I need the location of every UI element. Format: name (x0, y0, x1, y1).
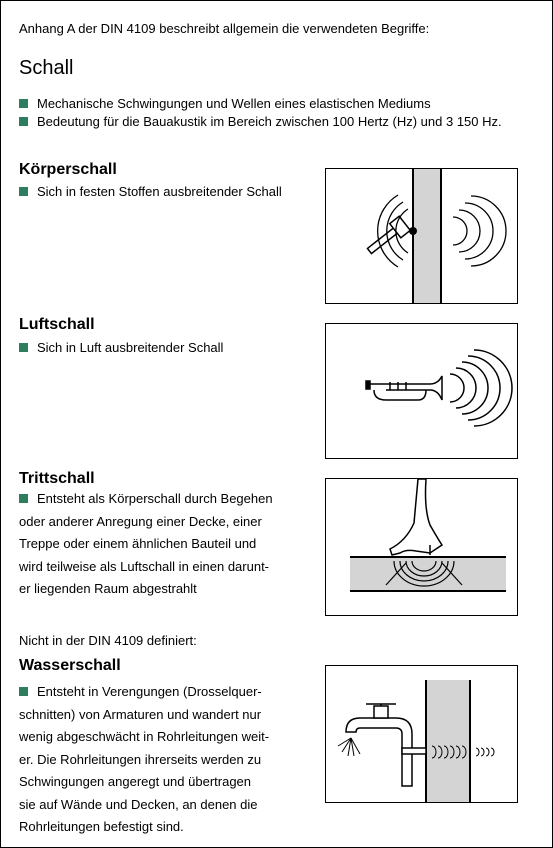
figure-luftschall (325, 323, 518, 459)
main-bullet-1: Mechanische Schwingungen und Wellen eines elastischen Mediums (19, 95, 431, 113)
section-title-trittschall: Trittschall (19, 470, 95, 487)
section-title-wasserschall: Wasserschall (19, 657, 121, 674)
note-text: Nicht in der DIN 4109 definiert: (19, 633, 197, 648)
high-heel-shoe-icon (390, 479, 442, 555)
figure-trittschall (325, 478, 518, 616)
figure-koerperschall (325, 168, 518, 304)
main-heading: Schall (19, 57, 74, 79)
section-text-wasserschall: Entsteht in Verengungen (Drosselquer- schnitten) von Armaturen und wandert nur wenig abgeschwächt in Rohrleitungen weit- er. Die Rohrleitungen ihrerseits werden zu Schwingungen angeregt und übertragen sie auf Wände und Decken, an denen die Rohrleitungen befestigt sind. (19, 684, 270, 834)
bullet-square-icon (19, 494, 28, 503)
section-text-koerperschall: Sich in festen Stoffen ausbreitender Schall (19, 181, 282, 204)
main-bullet-2: Bedeutung für die Bauakustik im Bereich zwischen 100 Hertz (Hz) und 3 150 Hz. (19, 113, 502, 131)
water-tap-icon (346, 704, 426, 786)
section-title-luftschall: Luftschall (19, 316, 95, 333)
bullet-square-icon (19, 117, 28, 126)
figure-wasserschall (325, 665, 518, 803)
trumpet-icon (366, 350, 512, 426)
bullet-square-icon (19, 343, 28, 352)
section-text-trittschall: Entsteht als Körperschall durch Begehen oder anderer Anregung einer Decke, einer Treppe oder einem ähnlichen Bauteil und wird teilweise als Luftschall in einen darunt- er liegenden Raum abgestrahlt (19, 491, 273, 596)
intro-text: Anhang A der DIN 4109 beschreibt allgemein die verwendeten Begriffe: (19, 21, 430, 36)
bullet-square-icon (19, 99, 28, 108)
section-text-luftschall: Sich in Luft ausbreitender Schall (19, 337, 223, 360)
bullet-square-icon (19, 187, 28, 196)
section-title-koerperschall: Körperschall (19, 161, 117, 178)
bullet-square-icon (19, 687, 28, 696)
